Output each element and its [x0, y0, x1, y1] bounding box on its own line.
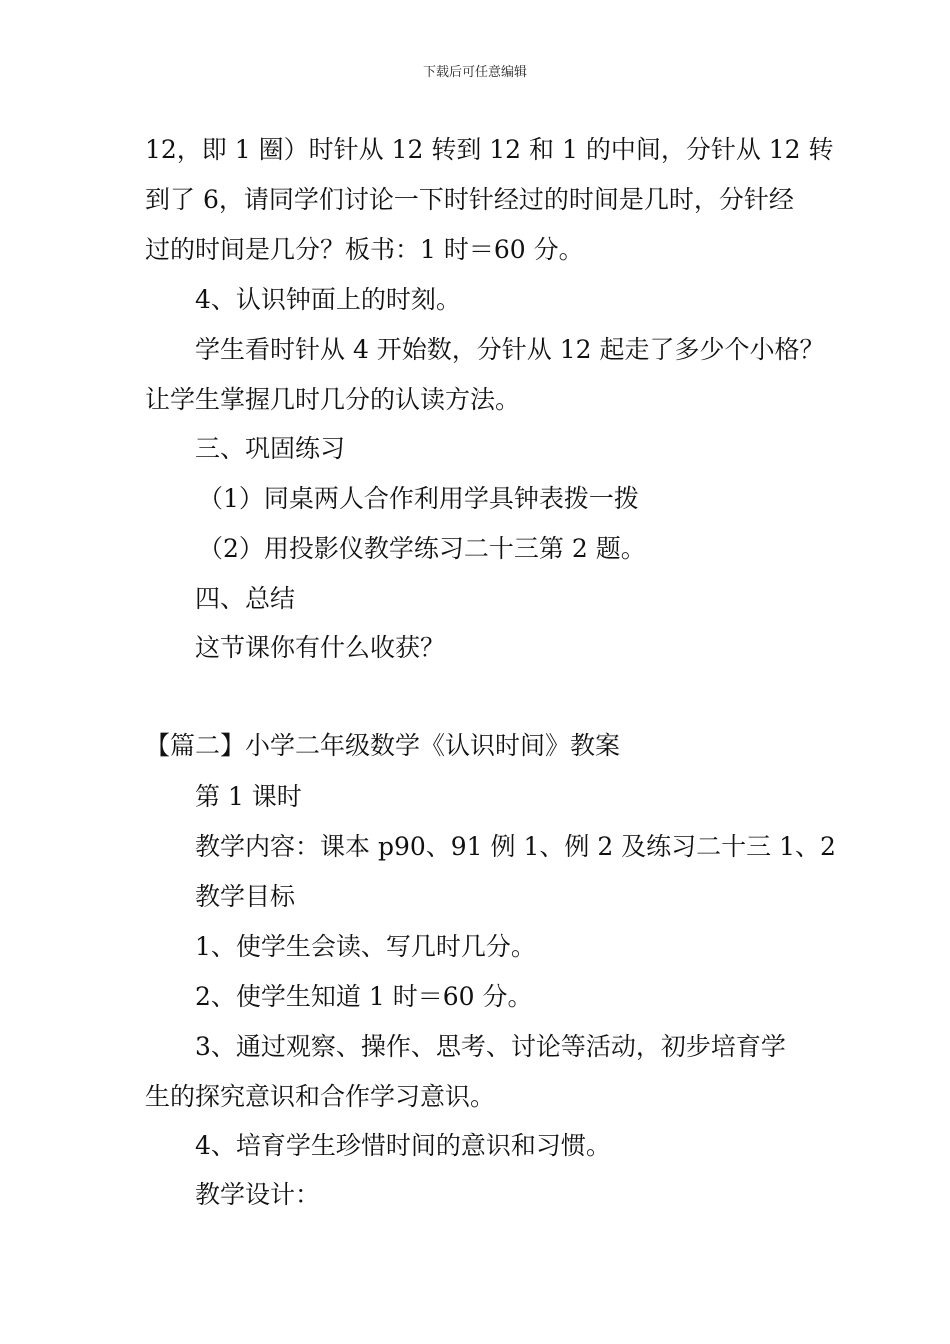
- section-heading: 四、总结: [195, 584, 296, 613]
- section-heading: 教学设计：: [195, 1180, 321, 1209]
- paragraph-line: （1）同桌两人合作利用学具钟表拨一拨: [198, 484, 639, 513]
- paragraph-line: 12，即 1 圈）时针从 12 转到 12 和 1 的中间，分针从 12 转: [145, 135, 834, 164]
- paragraph-line: 过的时间是几分？板书：1 时＝60 分。: [145, 235, 584, 264]
- paragraph-line: 第 1 课时: [195, 782, 302, 811]
- section-heading: 三、巩固练习: [195, 434, 346, 463]
- paragraph-line: 1、使学生会读、写几时几分。: [195, 932, 536, 961]
- paragraph-line: 3、通过观察、操作、思考、讨论等活动，初步培育学: [195, 1032, 786, 1061]
- paragraph-line: 让学生掌握几时几分的认读方法。: [145, 385, 521, 414]
- paragraph-line: 学生看时针从 4 开始数，分针从 12 起走了多少个小格？: [195, 335, 825, 364]
- paragraph-line: 4、认识钟面上的时刻。: [195, 285, 461, 314]
- paragraph-line: 生的探究意识和合作学习意识。: [145, 1082, 496, 1111]
- page-header: 下载后可任意编辑: [422, 65, 527, 80]
- paragraph-line: （2）用投影仪教学练习二十三第 2 题。: [198, 534, 646, 563]
- article-title: 【篇二】小学二年级数学《认识时间》教案: [145, 731, 621, 760]
- paragraph-line: 这节课你有什么收获？: [195, 633, 446, 662]
- paragraph-line: 2、使学生知道 1 时＝60 分。: [195, 982, 533, 1011]
- paragraph-line: 4、培育学生珍惜时间的意识和习惯。: [195, 1131, 611, 1160]
- paragraph-line: 到了 6，请同学们讨论一下时针经过的时间是几时，分针经: [145, 185, 794, 214]
- section-heading: 教学目标: [195, 882, 296, 911]
- paragraph-line: 教学内容：课本 p90、91 例 1、例 2 及练习二十三 1、2: [195, 832, 836, 861]
